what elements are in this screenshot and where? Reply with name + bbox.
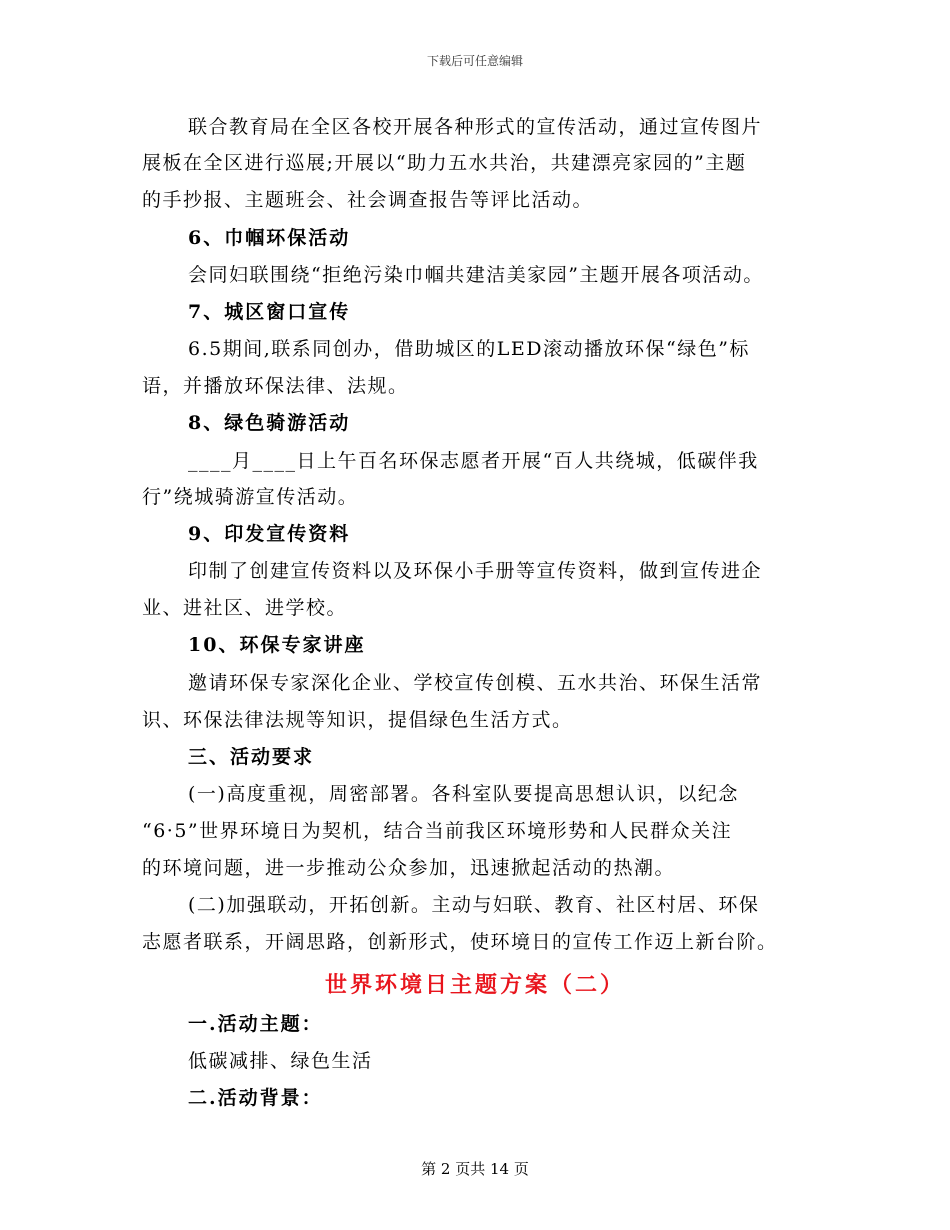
paragraph-line: 联合教育局在全区各校开展各种形式的宣传活动，通过宣传图片 [188, 116, 763, 138]
paragraph-line: 语，并播放环保法律、法规。 [142, 375, 409, 397]
subsection-heading: 一.活动主题： [188, 1013, 323, 1035]
paragraph-line: 行”绕城骑游宣传活动。 [142, 486, 359, 508]
paragraph-line: 展板在全区进行巡展;开展以“助力五水共治，共建漂亮家园的”主题 [142, 152, 747, 174]
paragraph-line: 的环境问题，进一步推动公众参加，迅速掀起活动的热潮。 [142, 857, 676, 879]
paragraph-line: ____月____日上午百名环保志愿者开展“百人共绕城，低碳伴我 [188, 450, 759, 472]
paragraph-line: 志愿者联系，开阔思路，创新形式，使环境日的宣传工作迈上新台阶。 [142, 931, 778, 953]
item-heading: 7、城区窗口宣传 [188, 301, 351, 323]
paragraph-line: “6·5”世界环境日为契机，结合当前我区环境形势和人民群众关注 [142, 820, 733, 842]
section-heading: 三、活动要求 [188, 746, 315, 768]
paragraph-line: 6.5期间,联系同创办，借助城区的LED滚动播放环保“绿色”标 [188, 338, 750, 360]
section-title: 世界环境日主题方案（二） [324, 972, 625, 998]
paragraph-line: 的手抄报、主题班会、社会调查报告等评比活动。 [142, 189, 594, 211]
item-heading: 10、环保专家讲座 [188, 634, 366, 656]
paragraph-line: 会同妇联围绕“拒绝污染巾帼共建洁美家园”主题开展各项活动。 [188, 264, 764, 286]
item-heading: 6、巾帼环保活动 [188, 227, 351, 249]
paragraph-line: 识、环保法律法规等知识，提倡绿色生活方式。 [142, 709, 573, 731]
page-footer: 第 2 页共 14 页 [421, 1160, 529, 1178]
paragraph-line: 业、进社区、进学校。 [142, 597, 348, 619]
paragraph-line: 低碳减排、绿色生活 [188, 1050, 373, 1072]
subsection-heading: 二.活动背景： [188, 1087, 323, 1109]
item-heading: 9、印发宣传资料 [188, 523, 351, 545]
paragraph-line: (二)加强联动，开拓创新。主动与妇联、教育、社区村居、环保 [188, 894, 760, 916]
paragraph-line: 印制了创建宣传资料以及环保小手册等宣传资料，做到宣传进企 [188, 560, 763, 582]
page-header: 下载后可任意编辑 [426, 54, 523, 68]
item-heading: 8、绿色骑游活动 [188, 412, 351, 434]
paragraph-line: (一)高度重视，周密部署。各科室队要提高思想认识，以纪念 [188, 783, 739, 805]
paragraph-line: 邀请环保专家深化企业、学校宣传创模、五水共治、环保生活常 [188, 672, 763, 694]
